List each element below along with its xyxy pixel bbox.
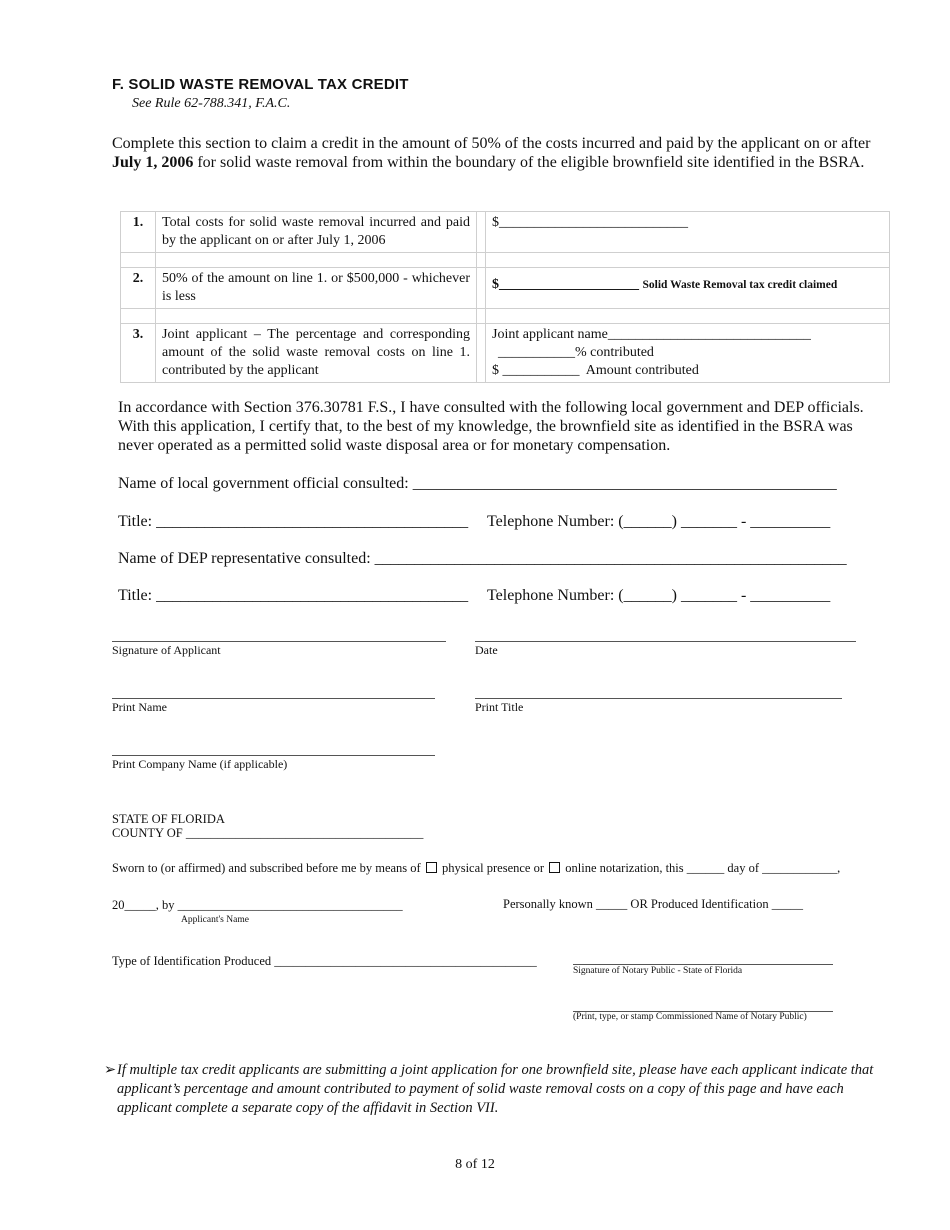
online-notarization-checkbox[interactable]	[549, 862, 560, 873]
footnote-text: If multiple tax credit applicants are submitting a joint application for one brownfield site, please have each applicant indicate that applicant’s percentage and amount contributed to payment of solid waste removal costs on a copy of this page and have each applicant complete a separate copy of the affidavit in Section VII.	[117, 1062, 874, 1116]
sworn-text-2: physical presence or	[438, 861, 548, 875]
state-label: STATE OF FLORIDA	[112, 812, 225, 826]
dep-phone-field[interactable]: Telephone Number: (______) _______ - __________	[487, 587, 831, 604]
row-number: 1.	[121, 212, 156, 253]
table-row	[121, 212, 890, 253]
date-label: Date	[475, 643, 498, 657]
row-number: 2.	[121, 268, 156, 309]
credit-claimed-field[interactable]: $____________________	[492, 277, 639, 292]
section-title: F. SOLID WASTE REMOVAL TAX CREDIT	[112, 76, 409, 93]
print-name-label: Print Name	[112, 700, 167, 714]
year-applicant-field[interactable]: 20_____, by ____________________________________	[112, 898, 403, 912]
identification-field[interactable]: Personally known _____ OR Produced Identification _____	[503, 897, 803, 911]
intro-paragraph	[112, 134, 872, 172]
print-name-line[interactable]	[112, 698, 435, 699]
rule-reference: See Rule 62-788.341, F.A.C.	[132, 96, 291, 111]
table-row	[121, 324, 890, 383]
dep-rep-field[interactable]: Name of DEP representative consulted: ___________________________________________________________	[118, 550, 847, 567]
table-row	[121, 268, 890, 309]
notary-name-label: (Print, type, or stamp Commissioned Name of Notary Public)	[573, 1012, 807, 1022]
intro-text-2: for solid waste removal from within the boundary of the eligible brownfield site identified in the BSRA.	[193, 154, 865, 171]
credit-table	[120, 211, 890, 383]
applicant-signature-label: Signature of Applicant	[112, 643, 221, 657]
row-description: 50% of the amount on line 1. or $500,000 - whichever is less	[156, 268, 477, 309]
total-costs-field[interactable]: $___________________________	[486, 212, 890, 253]
applicant-signature-line[interactable]	[112, 641, 446, 642]
intro-text-1: Complete this section to claim a credit in the amount of 50% of the costs incurred and paid by the applicant on or after	[112, 135, 871, 152]
percent-contributed-field[interactable]: ___________% contributed	[498, 345, 654, 360]
joint-applicant-cell	[486, 324, 890, 383]
row-description: Total costs for solid waste removal incurred and paid by the applicant on or after July 1, 2006	[156, 212, 477, 253]
print-title-label: Print Title	[475, 700, 524, 714]
sworn-text-3: online notarization, this ______ day of ____________,	[562, 861, 841, 875]
dep-title-field[interactable]: Title: _______________________________________	[118, 587, 469, 604]
local-phone-field[interactable]: Telephone Number: (______) _______ - __________	[487, 513, 831, 530]
sworn-statement	[112, 861, 840, 876]
credit-claimed-cell	[486, 268, 890, 309]
arrow-bullet-icon: ➢	[104, 1062, 117, 1078]
date-line[interactable]	[475, 641, 856, 642]
physical-presence-checkbox[interactable]	[426, 862, 437, 873]
county-field[interactable]: COUNTY OF ______________________________________	[112, 826, 424, 840]
print-title-line[interactable]	[475, 698, 842, 699]
notary-signature-label: Signature of Notary Public - State of Florida	[573, 966, 743, 976]
local-official-field[interactable]: Name of local government official consulted: _____________________________________________________	[118, 475, 837, 492]
intro-date: July 1, 2006	[112, 154, 194, 171]
joint-application-note	[104, 1061, 874, 1118]
row-description: Joint applicant – The percentage and corresponding amount of the solid waste removal costs on line 1. contributed by the applicant	[156, 324, 477, 383]
local-title-field[interactable]: Title: _______________________________________	[118, 513, 469, 530]
amount-contributed-field[interactable]: $ ___________ Amount contributed	[492, 363, 699, 378]
page-number: 8 of 12	[455, 1157, 495, 1172]
joint-applicant-name-field[interactable]: Joint applicant name_____________________________	[492, 327, 811, 342]
company-name-line[interactable]	[112, 755, 435, 756]
certification-paragraph: In accordance with Section 376.30781 F.S., I have consulted with the following local government and DEP officials. With this application, I certify that, to the best of my knowledge, the brownfield site as identified in the BSRA was never operated as a permitted solid waste disposal area or for monetary compensation.	[118, 399, 864, 454]
row-number: 3.	[121, 324, 156, 383]
notary-signature-line[interactable]	[573, 964, 833, 965]
credit-claimed-label: Solid Waste Removal tax credit claimed	[642, 279, 838, 291]
company-name-label: Print Company Name (if applicable)	[112, 757, 288, 771]
applicants-name-label: Applicant's Name	[181, 915, 249, 925]
id-type-field[interactable]: Type of Identification Produced __________________________________________	[112, 954, 537, 968]
sworn-text-1: Sworn to (or affirmed) and subscribed before me by means of	[112, 861, 424, 875]
